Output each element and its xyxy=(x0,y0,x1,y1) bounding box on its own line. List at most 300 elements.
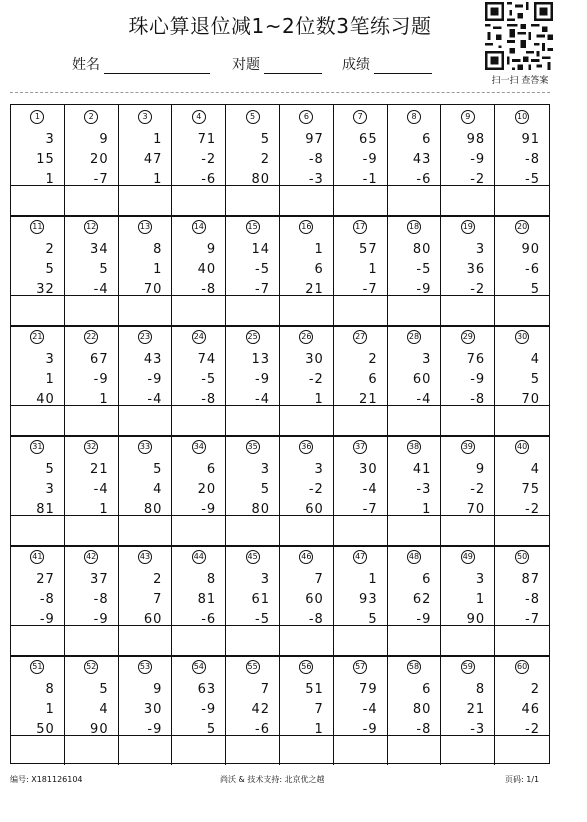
addend-value: 21 xyxy=(90,462,109,477)
addend-value: -2 xyxy=(470,172,486,187)
answer-box[interactable] xyxy=(119,516,172,545)
addend-value: 6 xyxy=(206,462,217,477)
problem-cell xyxy=(119,325,173,435)
answer-box[interactable] xyxy=(441,736,494,765)
problem-number: 58 xyxy=(407,660,421,674)
answer-box[interactable] xyxy=(334,516,387,545)
problem-number: 48 xyxy=(407,550,421,564)
problem-cell xyxy=(172,325,226,435)
problem-cell xyxy=(65,325,119,435)
problem-number: 20 xyxy=(515,220,529,234)
addend-value: -8 xyxy=(201,282,217,297)
addend-value: -2 xyxy=(470,482,486,497)
addend-value: 87 xyxy=(521,572,540,587)
problem-number: 9 xyxy=(461,110,475,124)
addend-value: 1 xyxy=(153,172,163,187)
answer-box[interactable] xyxy=(172,736,225,765)
addend-value: 5 xyxy=(260,132,270,147)
addend-value: -9 xyxy=(255,372,270,387)
addend-value: 40 xyxy=(36,392,55,407)
problem-cell xyxy=(334,215,388,325)
answer-box[interactable] xyxy=(226,516,279,545)
addend-value: 7 xyxy=(153,592,163,607)
problem-cell xyxy=(11,325,65,435)
problem-number: 27 xyxy=(353,330,367,344)
answer-box[interactable] xyxy=(334,186,387,215)
answer-box[interactable] xyxy=(226,736,279,765)
addend-value: -8 xyxy=(308,152,324,167)
problem-cell xyxy=(172,105,226,215)
addend-value: 93 xyxy=(359,592,378,607)
problem-number: 41 xyxy=(30,550,44,564)
problem-number: 34 xyxy=(192,440,206,454)
addend-value: -8 xyxy=(525,152,540,167)
addend-value: 37 xyxy=(90,572,109,587)
addend-value: -2 xyxy=(525,502,540,517)
addend-value: 4 xyxy=(530,352,540,367)
addend-value: -4 xyxy=(93,282,109,297)
addend-value: 90 xyxy=(90,722,109,737)
addend-value: 2 xyxy=(45,242,55,257)
page-title: 珠心算退位减1~2位数3笔练习题 xyxy=(128,14,432,38)
answer-box[interactable] xyxy=(11,186,64,215)
answer-box[interactable] xyxy=(65,736,118,765)
addend-value: 1 xyxy=(314,392,324,407)
addend-value: -7 xyxy=(255,282,270,297)
problem-number: 1 xyxy=(30,110,44,124)
problem-row xyxy=(11,655,549,765)
addend-value: -2 xyxy=(470,282,486,297)
addend-value: -5 xyxy=(525,172,540,187)
answer-box[interactable] xyxy=(495,736,549,765)
answer-divider xyxy=(11,405,549,406)
addend-value: 20 xyxy=(90,152,109,167)
addend-value: 80 xyxy=(251,502,270,517)
name-blank xyxy=(104,57,210,74)
addend-value: -4 xyxy=(416,392,432,407)
answer-box[interactable] xyxy=(226,186,279,215)
addend-value: -6 xyxy=(525,262,540,277)
answer-divider xyxy=(11,295,549,296)
addend-value: 43 xyxy=(143,352,163,367)
problem-number: 30 xyxy=(515,330,529,344)
score-blank xyxy=(374,57,432,74)
problem-number: 53 xyxy=(138,660,152,674)
answer-box[interactable] xyxy=(388,516,441,545)
addend-value: -4 xyxy=(255,392,270,407)
answer-box[interactable] xyxy=(280,626,333,655)
addend-value: 40 xyxy=(197,262,217,277)
answer-box[interactable] xyxy=(65,516,118,545)
problem-number: 47 xyxy=(353,550,367,564)
problem-number: 59 xyxy=(461,660,475,674)
addend-value: 1 xyxy=(99,502,109,517)
addend-value: 74 xyxy=(197,352,217,367)
problem-number: 5 xyxy=(246,110,260,124)
addend-value: -8 xyxy=(525,592,540,607)
addend-value: 60 xyxy=(412,372,432,387)
problem-cell xyxy=(334,435,388,545)
addend-value: 57 xyxy=(359,242,378,257)
addend-value: 80 xyxy=(143,502,163,517)
problem-row xyxy=(11,325,549,435)
addend-value: -9 xyxy=(93,612,109,627)
addend-value: 9 xyxy=(206,242,217,257)
problem-cell xyxy=(388,655,442,765)
problem-cell xyxy=(11,655,65,765)
answer-box[interactable] xyxy=(495,626,549,655)
answer-box[interactable] xyxy=(280,406,333,435)
problem-number: 25 xyxy=(246,330,260,344)
answer-box[interactable] xyxy=(119,186,172,215)
name-label: 姓名 xyxy=(72,57,100,73)
problem-number: 51 xyxy=(30,660,44,674)
answer-box[interactable] xyxy=(119,626,172,655)
answer-box[interactable] xyxy=(172,626,225,655)
problem-number: 39 xyxy=(461,440,475,454)
addend-value: 21 xyxy=(305,282,324,297)
answer-box[interactable] xyxy=(280,296,333,325)
problem-cell xyxy=(11,545,65,655)
problem-cell xyxy=(65,435,119,545)
addend-value: -2 xyxy=(308,482,324,497)
addend-value: 70 xyxy=(143,282,163,297)
problem-cell xyxy=(172,655,226,765)
problem-cell xyxy=(172,545,226,655)
addend-value: 36 xyxy=(466,262,486,277)
addend-value: 79 xyxy=(359,682,378,697)
answer-box[interactable] xyxy=(441,186,494,215)
problem-cell xyxy=(65,545,119,655)
problem-number: 29 xyxy=(461,330,475,344)
addend-value: 41 xyxy=(412,462,432,477)
problem-number: 40 xyxy=(515,440,529,454)
addend-value: -2 xyxy=(525,722,540,737)
addend-value: -2 xyxy=(308,372,324,387)
answer-box[interactable] xyxy=(441,406,494,435)
problem-number: 13 xyxy=(138,220,152,234)
addend-value: 27 xyxy=(36,572,55,587)
addend-value: -5 xyxy=(255,612,270,627)
answer-divider xyxy=(11,515,549,516)
addend-value: -8 xyxy=(39,592,55,607)
addend-value: -1 xyxy=(362,172,378,187)
problem-number: 54 xyxy=(192,660,206,674)
problem-number: 8 xyxy=(407,110,421,124)
addend-value: 5 xyxy=(368,612,378,627)
problem-cell xyxy=(226,105,280,215)
answer-box[interactable] xyxy=(11,736,64,765)
problem-number: 44 xyxy=(192,550,206,564)
addend-value: 5 xyxy=(45,262,55,277)
addend-value: 5 xyxy=(99,682,109,697)
problem-number: 18 xyxy=(407,220,421,234)
answer-box[interactable] xyxy=(441,626,494,655)
dashed-divider xyxy=(10,92,550,93)
addend-value: 5 xyxy=(206,722,217,737)
problem-number: 15 xyxy=(246,220,260,234)
addend-value: 46 xyxy=(521,702,540,717)
footer-code: 编号: X181126104 xyxy=(10,775,83,784)
addend-value: 21 xyxy=(359,392,378,407)
addend-value: 1 xyxy=(368,262,378,277)
addend-value: 1 xyxy=(368,572,378,587)
name-field xyxy=(72,54,210,74)
problem-cell xyxy=(441,105,495,215)
answer-box[interactable] xyxy=(280,516,333,545)
addend-value: 1 xyxy=(314,242,324,257)
addend-value: 8 xyxy=(475,682,486,697)
addend-value: 43 xyxy=(412,152,432,167)
addend-value: -8 xyxy=(470,392,486,407)
addend-value: 21 xyxy=(466,702,486,717)
problem-number: 31 xyxy=(30,440,44,454)
problem-number: 36 xyxy=(299,440,313,454)
problem-cell xyxy=(226,215,280,325)
addend-value: 6 xyxy=(368,372,378,387)
addend-value: -3 xyxy=(470,722,486,737)
answer-box[interactable] xyxy=(388,626,441,655)
answer-box[interactable] xyxy=(65,626,118,655)
addend-value: 76 xyxy=(466,352,486,367)
answer-box[interactable] xyxy=(11,516,64,545)
addend-value: 4 xyxy=(530,462,540,477)
problem-number: 33 xyxy=(138,440,152,454)
answer-divider xyxy=(11,625,549,626)
addend-value: -3 xyxy=(416,482,432,497)
addend-value: 3 xyxy=(475,572,486,587)
addend-value: -3 xyxy=(308,172,324,187)
answer-box[interactable] xyxy=(334,296,387,325)
addend-value: -9 xyxy=(470,152,486,167)
addend-value: 4 xyxy=(153,482,163,497)
addend-value: 4 xyxy=(99,702,109,717)
addend-value: 6 xyxy=(314,262,324,277)
addend-value: 7 xyxy=(260,682,270,697)
problem-number: 42 xyxy=(84,550,98,564)
addend-value: 2 xyxy=(530,682,540,697)
addend-value: 71 xyxy=(197,132,217,147)
addend-value: 3 xyxy=(422,352,432,367)
answer-box[interactable] xyxy=(119,406,172,435)
answer-box[interactable] xyxy=(441,516,494,545)
answer-divider xyxy=(11,185,549,186)
addend-value: -8 xyxy=(93,592,109,607)
problem-number: 57 xyxy=(353,660,367,674)
addend-value: 62 xyxy=(412,592,432,607)
addend-value: 50 xyxy=(36,722,55,737)
problem-cell xyxy=(495,105,549,215)
problem-cell xyxy=(226,435,280,545)
addend-value: 8 xyxy=(153,242,163,257)
problem-cell xyxy=(441,655,495,765)
problem-cell xyxy=(172,215,226,325)
addend-value: 7 xyxy=(314,572,324,587)
problem-cell xyxy=(119,105,173,215)
problem-grid xyxy=(10,104,550,764)
addend-value: 7 xyxy=(314,702,324,717)
addend-value: 30 xyxy=(305,352,324,367)
addend-value: 70 xyxy=(521,392,540,407)
answer-box[interactable] xyxy=(226,296,279,325)
answer-box[interactable] xyxy=(334,626,387,655)
problem-cell xyxy=(495,435,549,545)
addend-value: -6 xyxy=(201,612,217,627)
problem-cell xyxy=(226,545,280,655)
problem-cell xyxy=(280,435,334,545)
problem-number: 23 xyxy=(138,330,152,344)
answer-box[interactable] xyxy=(388,406,441,435)
answer-box[interactable] xyxy=(119,296,172,325)
problem-number: 4 xyxy=(192,110,206,124)
problem-cell xyxy=(334,325,388,435)
problem-number: 6 xyxy=(299,110,313,124)
addend-value: 65 xyxy=(359,132,378,147)
correct-label: 对题 xyxy=(232,57,260,73)
answer-box[interactable] xyxy=(495,296,549,325)
answer-box[interactable] xyxy=(226,626,279,655)
answer-box[interactable] xyxy=(11,406,64,435)
problem-cell xyxy=(388,325,442,435)
addend-value: 30 xyxy=(359,462,378,477)
answer-box[interactable] xyxy=(280,186,333,215)
problem-number: 3 xyxy=(138,110,152,124)
addend-value: -2 xyxy=(201,152,217,167)
answer-box[interactable] xyxy=(495,186,549,215)
problem-cell xyxy=(441,435,495,545)
problem-cell xyxy=(441,325,495,435)
answer-box[interactable] xyxy=(388,736,441,765)
addend-value: 1 xyxy=(153,132,163,147)
addend-value: 1 xyxy=(45,702,55,717)
addend-value: -9 xyxy=(362,722,378,737)
answer-box[interactable] xyxy=(172,186,225,215)
problem-cell xyxy=(280,655,334,765)
problem-cell xyxy=(334,105,388,215)
answer-box[interactable] xyxy=(11,626,64,655)
addend-value: -9 xyxy=(201,502,217,517)
answer-box[interactable] xyxy=(11,296,64,325)
addend-value: -8 xyxy=(201,392,217,407)
addend-value: 67 xyxy=(90,352,109,367)
problem-number: 32 xyxy=(84,440,98,454)
addend-value: 75 xyxy=(521,482,540,497)
problem-cell xyxy=(388,215,442,325)
addend-value: 1 xyxy=(45,172,55,187)
score-field xyxy=(342,54,432,74)
addend-value: 2 xyxy=(153,572,163,587)
answer-box[interactable] xyxy=(226,406,279,435)
addend-value: -6 xyxy=(255,722,270,737)
problem-cell xyxy=(495,655,549,765)
problem-number: 50 xyxy=(515,550,529,564)
qr-caption: 扫一扫 查答案 xyxy=(491,76,549,86)
addend-value: -5 xyxy=(201,372,217,387)
problem-number: 10 xyxy=(515,110,529,124)
problem-number: 14 xyxy=(192,220,206,234)
addend-value: 60 xyxy=(143,612,163,627)
problem-cell xyxy=(388,435,442,545)
answer-box[interactable] xyxy=(495,406,549,435)
answer-divider xyxy=(11,735,549,736)
answer-box[interactable] xyxy=(172,406,225,435)
answer-box[interactable] xyxy=(65,186,118,215)
problem-cell xyxy=(441,215,495,325)
problem-row xyxy=(11,105,549,215)
addend-value: -4 xyxy=(93,482,109,497)
addend-value: 1 xyxy=(45,372,55,387)
addend-value: 97 xyxy=(305,132,324,147)
addend-value: 60 xyxy=(305,502,324,517)
problem-cell xyxy=(226,325,280,435)
problem-cell xyxy=(65,105,119,215)
qr-code-icon[interactable] xyxy=(484,2,554,70)
addend-value: 13 xyxy=(251,352,270,367)
addend-value: 42 xyxy=(251,702,270,717)
problem-cell xyxy=(495,545,549,655)
addend-value: 20 xyxy=(197,482,217,497)
problem-cell xyxy=(334,545,388,655)
addend-value: 1 xyxy=(422,502,432,517)
answer-box[interactable] xyxy=(388,296,441,325)
addend-value: -8 xyxy=(416,722,432,737)
problem-number: 26 xyxy=(299,330,313,344)
addend-value: -7 xyxy=(362,282,378,297)
addend-value: -8 xyxy=(308,612,324,627)
problem-number: 11 xyxy=(30,220,44,234)
addend-value: 8 xyxy=(45,682,55,697)
answer-box[interactable] xyxy=(172,516,225,545)
answer-box[interactable] xyxy=(280,736,333,765)
answer-box[interactable] xyxy=(441,296,494,325)
addend-value: 80 xyxy=(251,172,270,187)
problem-cell xyxy=(226,655,280,765)
problem-cell xyxy=(280,215,334,325)
answer-box[interactable] xyxy=(65,296,118,325)
problem-cell xyxy=(441,545,495,655)
problem-number: 37 xyxy=(353,440,367,454)
score-label: 成绩 xyxy=(342,57,370,73)
problem-cell xyxy=(280,545,334,655)
addend-value: 3 xyxy=(45,482,55,497)
answer-box[interactable] xyxy=(119,736,172,765)
answer-box[interactable] xyxy=(65,406,118,435)
problem-row xyxy=(11,545,549,655)
problem-cell xyxy=(495,215,549,325)
problem-cell xyxy=(388,105,442,215)
addend-value: 1 xyxy=(314,722,324,737)
answer-box[interactable] xyxy=(334,736,387,765)
addend-value: -5 xyxy=(255,262,270,277)
problem-number: 21 xyxy=(30,330,44,344)
answer-box[interactable] xyxy=(495,516,549,545)
problem-number: 35 xyxy=(246,440,260,454)
addend-value: 81 xyxy=(36,502,55,517)
addend-value: 5 xyxy=(153,462,163,477)
answer-box[interactable] xyxy=(334,406,387,435)
problem-number: 56 xyxy=(299,660,313,674)
addend-value: 9 xyxy=(153,682,163,697)
problem-number: 22 xyxy=(84,330,98,344)
addend-value: 61 xyxy=(251,592,270,607)
answer-box[interactable] xyxy=(388,186,441,215)
answer-box[interactable] xyxy=(172,296,225,325)
problem-number: 60 xyxy=(515,660,529,674)
addend-value: -7 xyxy=(93,172,109,187)
addend-value: 14 xyxy=(251,242,270,257)
problem-number: 38 xyxy=(407,440,421,454)
problem-number: 43 xyxy=(138,550,152,564)
